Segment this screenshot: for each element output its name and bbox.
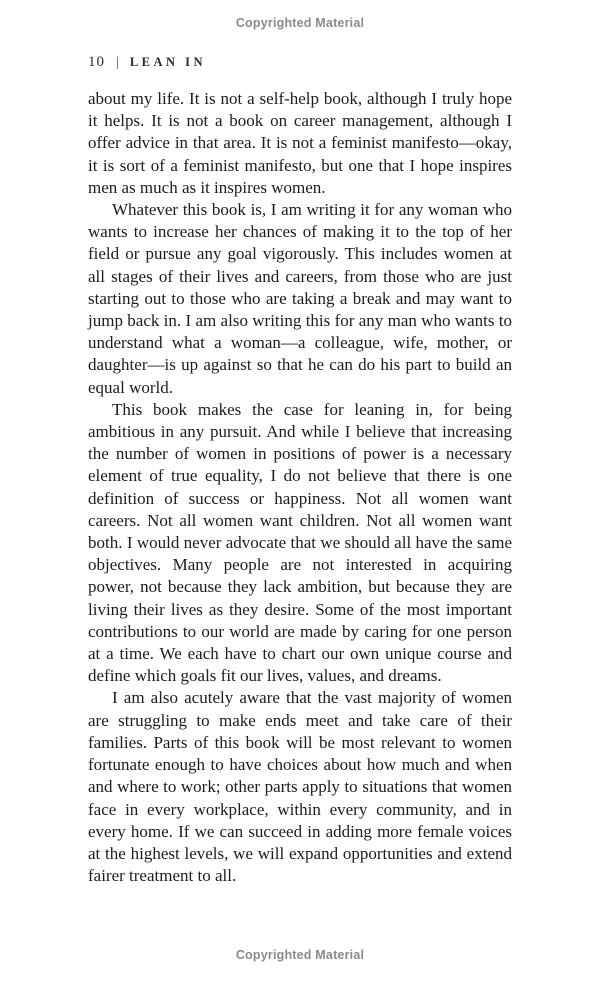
copyright-watermark-bottom: Copyrighted Material — [235, 948, 365, 962]
header-separator: | — [116, 55, 119, 70]
paragraph-3: This book makes the case for leaning in, for being ambitious in any pursuit. And while I believe that increasing the number of women in positions of power is a necessary element of true equality, I do not believe that there is one definition of success or happiness. Not all women want careers. Not all women want children. Not all women want both. I would never advocate that we should all have the same objectives. Many people are not interested in acquiring power, not because they lack ambition, but because they are living their lives as they desire. Some of the most important contributions to our world are made by caring for one person at a time. We each have to chart our own unique course and define which goals fit our lives, values, and dreams. — [88, 399, 512, 686]
running-header — [88, 54, 206, 71]
paragraph-1: about my life. It is not a self-help book, although I truly hope it helps. It is not a book on career management, although I offer advice in that area. It is not a feminist manifesto—okay, it is sort of a feminist manifesto, but one that I hope inspires men as much as it inspires women. — [88, 89, 512, 197]
copyright-watermark-top: Copyrighted Material — [235, 16, 365, 30]
page-body — [88, 88, 512, 887]
paragraph-2: Whatever this book is, I am writing it for any woman who wants to increase her chances of making it to the top of her field or pursue any goal vigorously. This includes women at all stages of their lives and careers, from those who are just starting out to those who are taking a break and may want to jump back in. I am also writing this for any man who wants to understand what a woman—a colleague, wife, mother, or daughter—is up against so that he can do his part to build an equal world. — [88, 200, 512, 397]
book-title: LEAN IN — [129, 55, 207, 69]
page-number: 10 — [88, 54, 105, 70]
paragraph-4: I am also acutely aware that the vast majority of women are struggling to make ends meet and take care of their families. Parts of this book will be most relevant to women fortunate enough to have choices about how much and when and where to work; other parts apply to situations that women face in every workplace, within every community, and in every home. If we can succeed in adding more female voices at the highest levels, we will expand opportunities and extend fairer treatment to all. — [88, 688, 512, 886]
